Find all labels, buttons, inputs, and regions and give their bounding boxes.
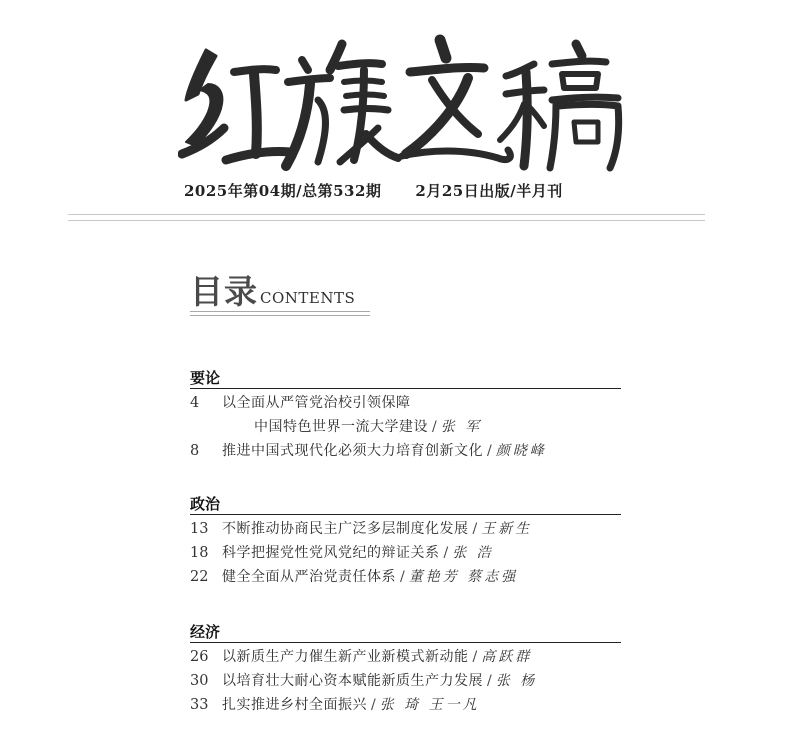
section-yaolun [190, 368, 621, 463]
separator: / [472, 649, 478, 665]
calligraphy-logo [178, 30, 638, 180]
author-name: 高跃群 [481, 649, 533, 665]
toc-entry[interactable] [190, 517, 621, 541]
masthead-logo [178, 30, 638, 180]
article-title: 健全全面从严治党责任体系 [222, 569, 396, 585]
author-name: 颜晓峰 [495, 443, 547, 459]
toc-entry[interactable] [190, 693, 621, 717]
page-number: 33 [190, 697, 209, 713]
header-divider [68, 214, 705, 221]
page-number: 26 [190, 649, 209, 665]
separator: / [443, 545, 449, 561]
toc-entry-subtitle[interactable] [190, 415, 621, 439]
page-number: 22 [190, 569, 209, 585]
article-title: 扎实推进乡村全面振兴 [222, 697, 367, 713]
article-title: 以培育壮大耐心资本赋能新质生产力发展 [222, 673, 483, 689]
toc-heading-rule [190, 311, 370, 316]
author-name: 张 军 [440, 419, 483, 435]
issue-line [184, 180, 563, 201]
page-number: 4 [190, 395, 200, 411]
article-title: 不断推动协商民主广泛多层制度化发展 [222, 521, 469, 537]
page-number: 13 [190, 521, 209, 537]
author-name: 王新生 [481, 521, 533, 537]
section-title: 经济 [190, 622, 621, 643]
separator: / [487, 443, 492, 459]
article-title: 推进中国式现代化必须大力培育创新文化 [222, 443, 483, 459]
article-title: 以全面从严管党治校引领保障 [222, 395, 411, 411]
toc-heading [190, 266, 355, 313]
separator: / [400, 569, 405, 585]
separator: / [472, 521, 478, 537]
toc-heading-cn: 目录 [190, 272, 258, 311]
page-number: 18 [190, 545, 209, 561]
toc-entry[interactable] [190, 669, 621, 693]
section-title: 政治 [190, 494, 621, 515]
author-name: 张 琦 王一凡 [379, 697, 480, 713]
section-zhengzhi [190, 494, 621, 589]
toc-entry[interactable] [190, 565, 621, 589]
author-name: 张 浩 [452, 545, 494, 561]
article-title: 以新质生产力催生新产业新模式新动能 [222, 649, 469, 665]
issue-info: 2025年第04期/总第532期 [184, 182, 382, 200]
section-title: 要论 [190, 368, 621, 389]
separator: / [371, 697, 376, 713]
toc-entry[interactable] [190, 645, 621, 669]
toc-entry[interactable] [190, 439, 621, 463]
article-title: 科学把握党性党风党纪的辩证关系 [222, 545, 440, 561]
publish-info: 2月25日出版/半月刊 [415, 182, 563, 200]
article-title: 中国特色世界一流大学建设 [254, 419, 428, 435]
toc-entry[interactable] [190, 541, 621, 565]
toc-heading-en: CONTENTS [260, 289, 356, 307]
separator: / [487, 673, 492, 689]
page-number: 8 [190, 443, 200, 459]
author-name: 董艳芳 蔡志强 [408, 569, 519, 585]
separator: / [432, 419, 437, 435]
page-number: 30 [190, 673, 209, 689]
section-jingji [190, 622, 621, 717]
author-name: 张 杨 [495, 673, 538, 689]
toc-entry[interactable] [190, 391, 621, 415]
